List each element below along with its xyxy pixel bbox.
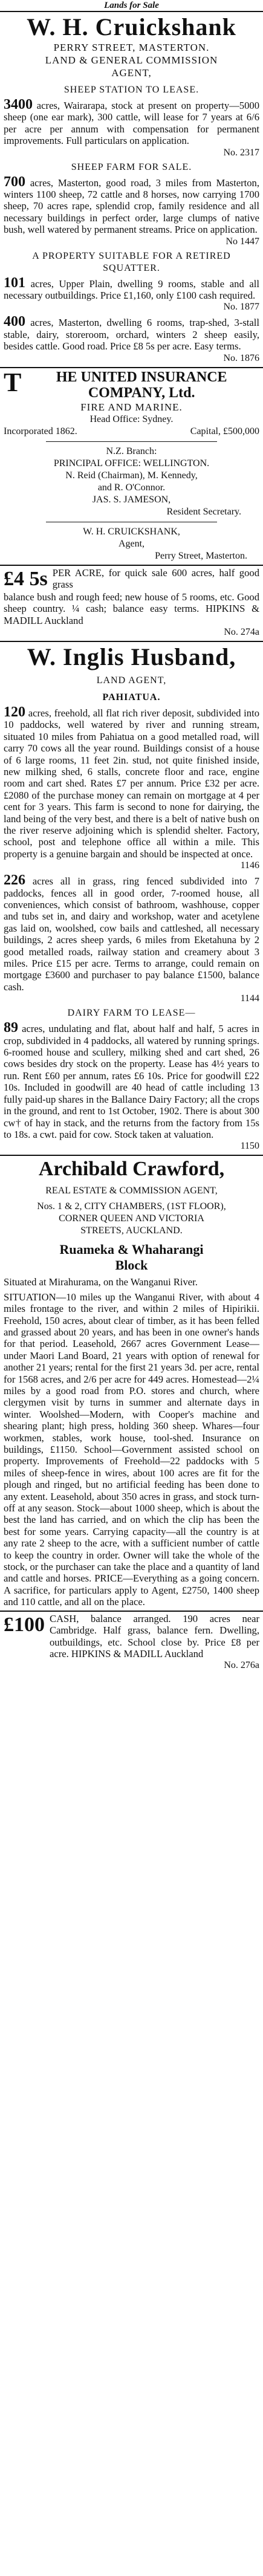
ad-place: PAHIATUA. bbox=[102, 692, 161, 702]
section-heading: SHEEP FARM FOR SALE. bbox=[71, 161, 192, 172]
listing-text: CASH, balance arranged. 190 acres near Cambridge. Half grass, balance fern. Dwelling, outbuildings, etc. School close by. Price £8 per acre. HIPKINS & MADILL Auckland bbox=[50, 1612, 259, 1659]
incorporation-row bbox=[4, 426, 259, 438]
ad-subtitle: LAND AGENT, bbox=[96, 675, 167, 686]
listing-text: acres, undulating and flat, about half and half, 5 acres in crop, subdivided in 4 paddocks, all watered by running springs. 6-roomed house and scullery, milking shed and cart shed, 26 cows besides dry stock on the property. Lease has 4½ years to run. Rent £60 per annum, rates £6 10s. Price for goodwill £22 10s. Included in goodwill are 40 head of cattle including 13 fully paid-up shares in the Ballance Dairy Factory; all the crops in the ground, and rent to 1st October, 1902. There is about 300 cw† of hay in stack, and the returns from the factory from 15s to 18s. a cwt. paid for cow. Stock taken at valuation. bbox=[4, 1023, 259, 1140]
section-heading: SHEEP STATION TO LEASE. bbox=[63, 85, 200, 95]
price: £100 bbox=[4, 1613, 45, 1636]
listing bbox=[4, 872, 259, 993]
listing-ref: No. 1877 bbox=[223, 302, 259, 313]
price-row bbox=[4, 1613, 259, 1660]
listing-acres: 226 bbox=[4, 872, 25, 889]
ad-title bbox=[4, 369, 259, 401]
listing-ref: 1146 bbox=[240, 860, 259, 871]
listing-ref: 1144 bbox=[240, 993, 259, 1004]
listing-acres: 89 bbox=[4, 1020, 18, 1036]
capital: Capital, £500,000 bbox=[190, 426, 259, 436]
ad-title: W. Inglis Husband, bbox=[27, 643, 236, 670]
incorporated: Incorporated 1862. bbox=[4, 426, 77, 436]
listing-acres: 101 bbox=[4, 274, 25, 291]
block-title: Ruameka & Whaharangi bbox=[59, 1242, 204, 1257]
secretary-name: JAS. S. JAMESON, bbox=[92, 494, 171, 505]
principal-office: PRINCIPAL OFFICE: WELLINGTON. bbox=[53, 458, 210, 469]
block-title: Block bbox=[115, 1257, 148, 1273]
listing-acres: 120 bbox=[4, 704, 25, 720]
listing-text: acres, freehold, all flat rich river deposit, subdivided into 10 paddocks, well watered by river and running stream, situated 10 miles from Pahiatua on a good metalled road, will carry 70 cows all the year round. Buildings consist of a house of 6 large rooms, 11 feet 2in. stud, not quite finished inside, new milking shed, 6 stalls, concrete floor and race, engine room and cart shed. Rates £7 per annum. Price £32 per acre. £2080 of the purchase money can remain on mortgage at 4 per cent for 3 years. This farm is second to none for dairying, the land being of the very best, and there is a belt of native bush on the river reserve adjoining which is splendid shelter. Factory, school, post and telephone office all within a mile. This property is a genuine bargain and should be inspected at once. bbox=[4, 707, 259, 860]
listing-acres: 400 bbox=[4, 314, 25, 330]
section-heading: A PROPERTY SUITABLE FOR A RETIRED SQUATTER. bbox=[32, 250, 231, 273]
ad-subtitle: LAND & GENERAL COMMISSION bbox=[45, 54, 218, 66]
ad-cruickshank bbox=[0, 12, 263, 368]
listing bbox=[4, 99, 259, 147]
ad-address: Nos. 1 & 2, CITY CHAMBERS, (1ST FLOOR), bbox=[37, 1201, 226, 1212]
ad-archibald-crawford bbox=[0, 1156, 263, 1611]
ad-address: STREETS, AUCKLAND. bbox=[80, 1225, 183, 1236]
listing bbox=[4, 274, 259, 302]
ad-inglis-husband bbox=[0, 642, 263, 1156]
listing-ref: 1150 bbox=[240, 1141, 259, 1152]
secretary-title: Resident Secretary. bbox=[166, 506, 241, 517]
agent-address: Perry Street, Masterton. bbox=[155, 550, 247, 561]
price: £4 5s bbox=[4, 567, 48, 590]
listing bbox=[4, 1022, 259, 1140]
drop-cap: T bbox=[4, 367, 22, 397]
directors: N. Reid (Chairman), M. Kennedy, bbox=[65, 470, 198, 481]
agent-title: Agent, bbox=[118, 538, 145, 549]
listing-ref: No. 274a bbox=[224, 626, 259, 637]
ad-united-insurance bbox=[0, 368, 263, 566]
agent-name: W. H. CRUICKSHANK, bbox=[83, 526, 180, 537]
ad-land-4-5s bbox=[0, 566, 263, 642]
directors: and R. O'Connor. bbox=[97, 482, 166, 493]
situated: Situated at Mirahurama, on the Wanganui River. bbox=[4, 1276, 198, 1288]
price-row bbox=[4, 567, 259, 591]
head-office: Head Office: Sydney. bbox=[89, 414, 174, 424]
ad-address: CORNER QUEEN AND VICTORIA bbox=[59, 1213, 204, 1224]
listing-text: acres, Wairarapa, stock at present on property—5000 sheep (one ear mark), 300 cattle, will lease for 7 years at 6/6 per acre per annum with compensation for permanent improvements. Full particulars on application. bbox=[4, 100, 259, 147]
listing bbox=[4, 174, 259, 236]
ad-subtitle: FIRE AND MARINE. bbox=[80, 401, 183, 413]
listing-text: SITUATION—10 miles up the Wanganui River, with about 4 miles frontage to the river, and within 2 miles of Hipirikii. Freehold, 150 acres, about clear of timber, as it has been felled and grassed about 20 years, and has been in one owner's hands for that period. Leasehold, 2667 acres Government Lease—under Maori Land Board, 21 years with option of renewal for another 21 years; rental for the first 21 years 3d. per acre, rental for 1568 acres, and 2/6 per acre for 449 acres. Homestead—2¼ miles by a good road from P.O. stores and church, where clergymen visit by turns in summer and alternate days in winter. Woolshed—Modern, with Cooper's machine and shearing plant; high press, holding 360 sheep. Whares—four workmen, stables, work house, tool-shed. Insurance on buildings, £1150. School—Government assisted school on property. Improvements of Freehold—22 paddocks with 5 miles of sheep-fence in wires, about 100 acres are fit for the plough and ringed, but no artificial feeding has been done to any extent. Leasehold, about 350 acres in grass, and stock turn-off at any season. Stock—about 1000 sheep, which is about the best the land has carried, and on which the clip has been the best for some years. Carrying capacity—all the country is at any rate 2 sheep to the acre, with a sufficient number of cattle to keep the country in order. Owner will take the whole of the stock, or the purchaser can take the place and a quantity of land and cattle and horses. PRICE—Everything as a going concern. A sacrifice, for particulars apply to Agent, £2750, 1400 sheep and 110 cattle, and all on the place. bbox=[4, 1291, 259, 1608]
listing-ref: No. 1876 bbox=[223, 352, 259, 363]
ad-land-100-cash bbox=[0, 1612, 263, 1675]
listing-text: balance bush and rough feed; new house of 5 rooms, etc. Good sheep country. ¼ cash; balance easy terms. HIPKINS & MADILL Auckland bbox=[4, 591, 259, 626]
ad-title-text: HE UNITED INSURANCE bbox=[56, 369, 227, 385]
listing-acres: 3400 bbox=[4, 97, 33, 112]
ad-title-text: COMPANY, Ltd. bbox=[88, 384, 195, 401]
listing-ref: No 1447 bbox=[226, 236, 259, 247]
listing bbox=[4, 704, 259, 860]
ad-title: Archibald Crawford, bbox=[38, 1158, 225, 1181]
ad-subtitle: REAL ESTATE & COMMISSION AGENT, bbox=[45, 1186, 218, 1196]
listing-acres: 700 bbox=[4, 174, 25, 190]
ad-subtitle: AGENT, bbox=[111, 67, 152, 79]
branch: N.Z. Branch: bbox=[106, 446, 157, 456]
listing-text: acres, Upper Plain, dwelling 9 rooms, stable and all necessary outbuildings. Price £1,160, only £100 cash required. bbox=[4, 277, 259, 302]
section-header: Lands for Sale bbox=[0, 0, 263, 12]
listing-text: PER ACRE, for quick sale 600 acres, half good grass bbox=[52, 566, 259, 591]
listing-text: acres, Masterton, dwelling 6 rooms, trap-shed, 3-stall stable, dairy, storeroom, orchard, winters 2 sheep easily, besides cattle. Good road. Price £8 5s per acre. Easy terms. bbox=[4, 317, 259, 352]
ad-address: PERRY STREET, MASTERTON. bbox=[53, 42, 210, 53]
listing bbox=[4, 316, 259, 352]
listing-text: acres all in grass, ring fenced subdivided into 7 paddocks, fences all in good order, 7-roomed house, all conveniences, which consist of bathroom, washhouse, copper and tubs set in, and dairy and workshop, water and acetylene gas laid on, woolshed, cow bails and cattleshed, all necessary buildings, 2 acres sheep yards, 6 miles from Eketahuna by 2 good metalled roads, railway station and creamery about 3 miles. Price £15 per acre. Terms to arrange, could remain on mortgage £3600 and purchaser to pay balance £1500, balance cash. bbox=[4, 875, 259, 993]
ad-title: W. H. Cruickshank bbox=[27, 13, 236, 41]
listing-text: acres, Masterton, good road, 3 miles from Masterton, winters 1100 sheep, 72 cattle and 8 horses, now carrying 1700 sheep, 70 acres rape, splendid crop, family residence and all necessary buildings in perfect order, large clumps of native bush, well watered by permanent streams. Price on application. bbox=[4, 177, 259, 236]
section-heading: DAIRY FARM TO LEASE— bbox=[67, 1008, 196, 1019]
listing-ref: No. 276a bbox=[224, 1660, 259, 1671]
divider bbox=[46, 441, 217, 442]
listing-ref: No. 2317 bbox=[223, 147, 259, 158]
